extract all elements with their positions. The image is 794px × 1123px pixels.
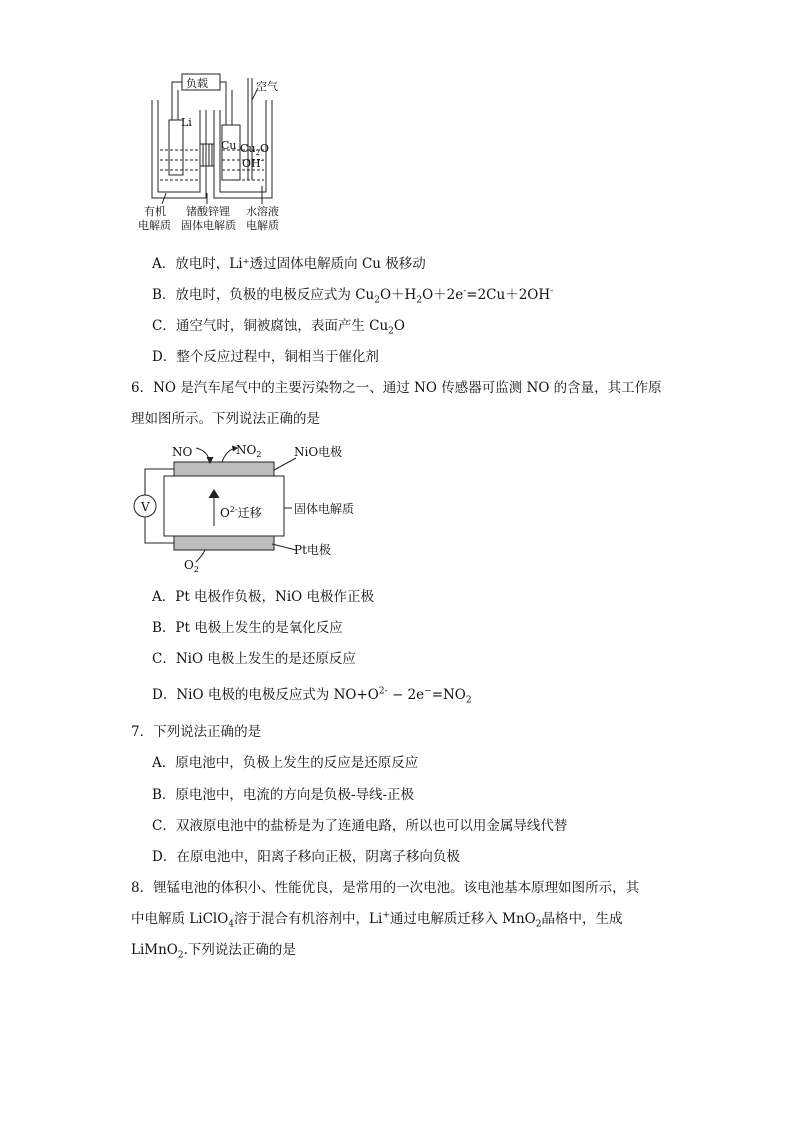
- pt-electrode-label: Pt电极: [294, 543, 331, 557]
- cu-label: Cu: [221, 139, 237, 152]
- q6-option-b: B．Pt 电极上发生的是氧化反应: [152, 620, 343, 636]
- no2-label: $NO_2$: [236, 443, 262, 459]
- q6-option-a: A．Pt 电极作负极，NiO 电极作正极: [152, 589, 375, 605]
- left-tank-outer: [152, 100, 206, 198]
- solid-electrolyte-label-2: 固体电解质: [181, 219, 236, 232]
- battery-diagram: [0, 0, 794, 240]
- load-label: 负载: [186, 77, 208, 90]
- solid-electrolyte-label: 固体电解质: [294, 502, 355, 516]
- q8-stem-line-3: LiMnO$_2$.下列说法正确的是: [131, 942, 296, 961]
- q7-option-d: D．在原电池中，阳离子移向正极，阴离子移向负极: [152, 849, 460, 865]
- nio-electrode: [174, 462, 274, 476]
- air-label: 空气: [256, 80, 278, 93]
- q8-stem-line-2: 中电解质 LiClO$_4$溶于混合有机溶剂中，Li+通过电解质迁移入 MnO$_2$晶格中，生成: [131, 910, 623, 930]
- o2-label: $O_2$: [184, 558, 199, 574]
- q6-option-c: C．NiO 电极上发生的是还原反应: [152, 651, 356, 667]
- organic-electrolyte-label-1: 有机: [144, 205, 166, 218]
- q5-option-c: C．通空气时，铜被腐蚀，表面产生 $Cu_2O$: [152, 318, 405, 337]
- aqueous-electrolyte-label-2: 电解质: [246, 219, 279, 232]
- no-sensor-diagram: [0, 436, 794, 576]
- li-label: Li: [181, 116, 192, 129]
- q6-stem-line-2: 理如图所示。下列说法正确的是: [131, 411, 320, 427]
- voltmeter-label: V: [141, 500, 150, 514]
- pt-electrode: [174, 536, 274, 550]
- solid-electrolyte-label-1: 锗酸锌锂: [186, 205, 230, 218]
- q8-stem-line-1: 8．锂锰电池的体积小、性能优良，是常用的一次电池。该电池基本原理如图所示，其: [131, 880, 640, 896]
- organic-electrolyte-label-2: 电解质: [138, 219, 171, 232]
- q5-option-b: B．放电时，负极的电极反应式为 $Cu_2O+H_2O+2e^-=2Cu+2OH^-$: [152, 286, 554, 306]
- no-label: NO: [172, 445, 193, 459]
- nio-electrode-label: NiO电极: [294, 445, 343, 459]
- migration-label: $O^{2-}$迁移: [220, 505, 262, 520]
- q5-option-a: A．放电时，Li⁺透过固体电解质向 Cu 极移动: [152, 256, 426, 272]
- q5-option-d: D．整个反应过程中，铜相当于催化剂: [152, 349, 379, 365]
- aqueous-electrolyte-label-1: 水溶液: [246, 205, 279, 218]
- oh-label: OH-: [242, 157, 263, 170]
- q6-stem-line-1: 6．NO 是汽车尾气中的主要污染物之一、通过 NO 传感器可监测 NO 的含量，其工作原: [131, 380, 662, 396]
- q7-option-c: C．双液原电池中的盐桥是为了连通电路，所以也可以用金属导线代替: [152, 818, 568, 834]
- cu-electrode: [222, 125, 240, 180]
- cu2o-label: $Cu_2O$: [240, 142, 270, 157]
- q7-stem: 7．下列说法正确的是: [131, 724, 262, 740]
- q6-option-d: D．NiO 电极的电极反应式为 $NO+O^{2-} - 2e^-=NO_2$: [152, 686, 472, 706]
- left-tank-inner: [158, 100, 200, 192]
- q7-option-b: B．原电池中，电流的方向是负极-导线-正极: [152, 787, 415, 803]
- q7-option-a: A．原电池中，负极上发生的反应是还原反应: [152, 755, 419, 771]
